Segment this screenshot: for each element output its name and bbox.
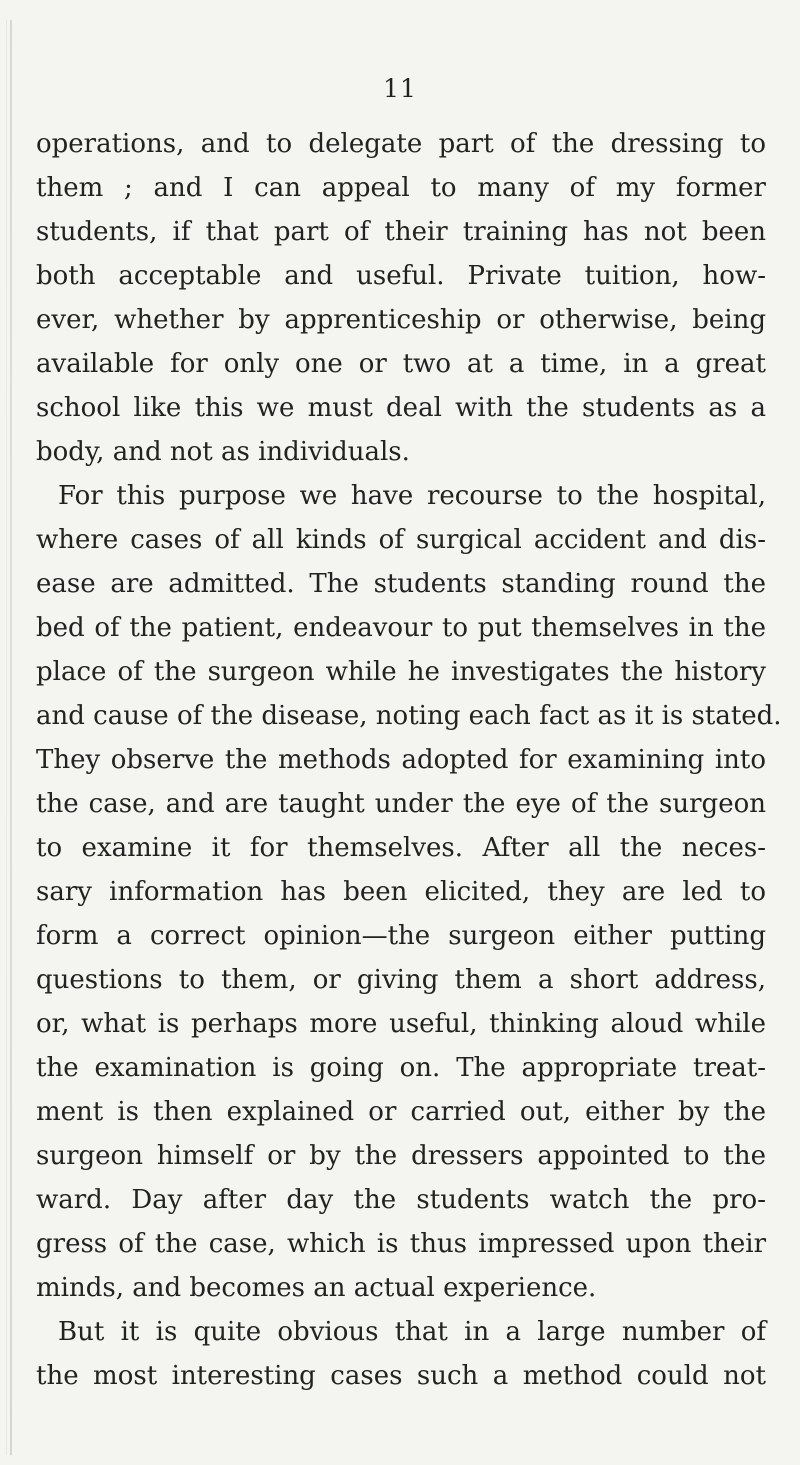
text-line: But it is quite obvious that in a large number of [58, 1317, 766, 1347]
text-line: the case, and are taught under the eye of the surgeon [36, 789, 766, 819]
text-line: available for only one or two at a time, in a great [36, 349, 766, 379]
text-line: school like this we must deal with the students as a [36, 393, 766, 423]
page-number: 11 [383, 74, 417, 103]
text-line: and cause of the disease, noting each fact as it is stated. [36, 701, 782, 731]
text-line: where cases of all kinds of surgical accident and dis- [36, 525, 766, 555]
text-line: They observe the methods adopted for examining into [36, 745, 766, 775]
page-gutter-edge [6, 20, 7, 1455]
text-line: surgeon himself or by the dressers appointed to the [36, 1141, 766, 1171]
text-line: bed of the patient, endeavour to put themselves in the [36, 613, 766, 643]
text-line: or, what is perhaps more useful, thinking aloud while [36, 1009, 766, 1039]
text-line: sary information has been elicited, they are led to [36, 877, 766, 907]
text-line: ever, whether by apprenticeship or otherwise, being [36, 305, 766, 335]
text-line: form a correct opinion—the surgeon either putting [36, 921, 766, 951]
text-line: to examine it for themselves. After all the neces- [36, 833, 766, 863]
text-line: gress of the case, which is thus impressed upon their [36, 1229, 766, 1259]
text-line: both acceptable and useful. Private tuition, how- [36, 261, 766, 291]
text-line: ward. Day after day the students watch the pro- [36, 1185, 766, 1215]
text-line: operations, and to delegate part of the dressing to [36, 129, 766, 159]
text-line: ment is then explained or carried out, either by the [36, 1097, 766, 1127]
text-line: them ; and I can appeal to many of my former [36, 173, 766, 203]
text-line: For this purpose we have recourse to the hospital, [58, 481, 766, 511]
page-gutter-shadow [10, 20, 12, 1455]
text-line: the examination is going on. The appropriate treat- [36, 1053, 766, 1083]
text-line: body, and not as individuals. [36, 437, 410, 467]
text-line: minds, and becomes an actual experience. [36, 1273, 597, 1303]
text-line: students, if that part of their training has not been [36, 217, 766, 247]
text-line: questions to them, or giving them a short address, [36, 965, 766, 995]
text-line: place of the surgeon while he investigates the history [36, 657, 766, 687]
text-line: ease are admitted. The students standing round the [36, 569, 766, 599]
body-text [36, 122, 782, 1398]
text-line: the most interesting cases such a method could not [36, 1361, 766, 1391]
